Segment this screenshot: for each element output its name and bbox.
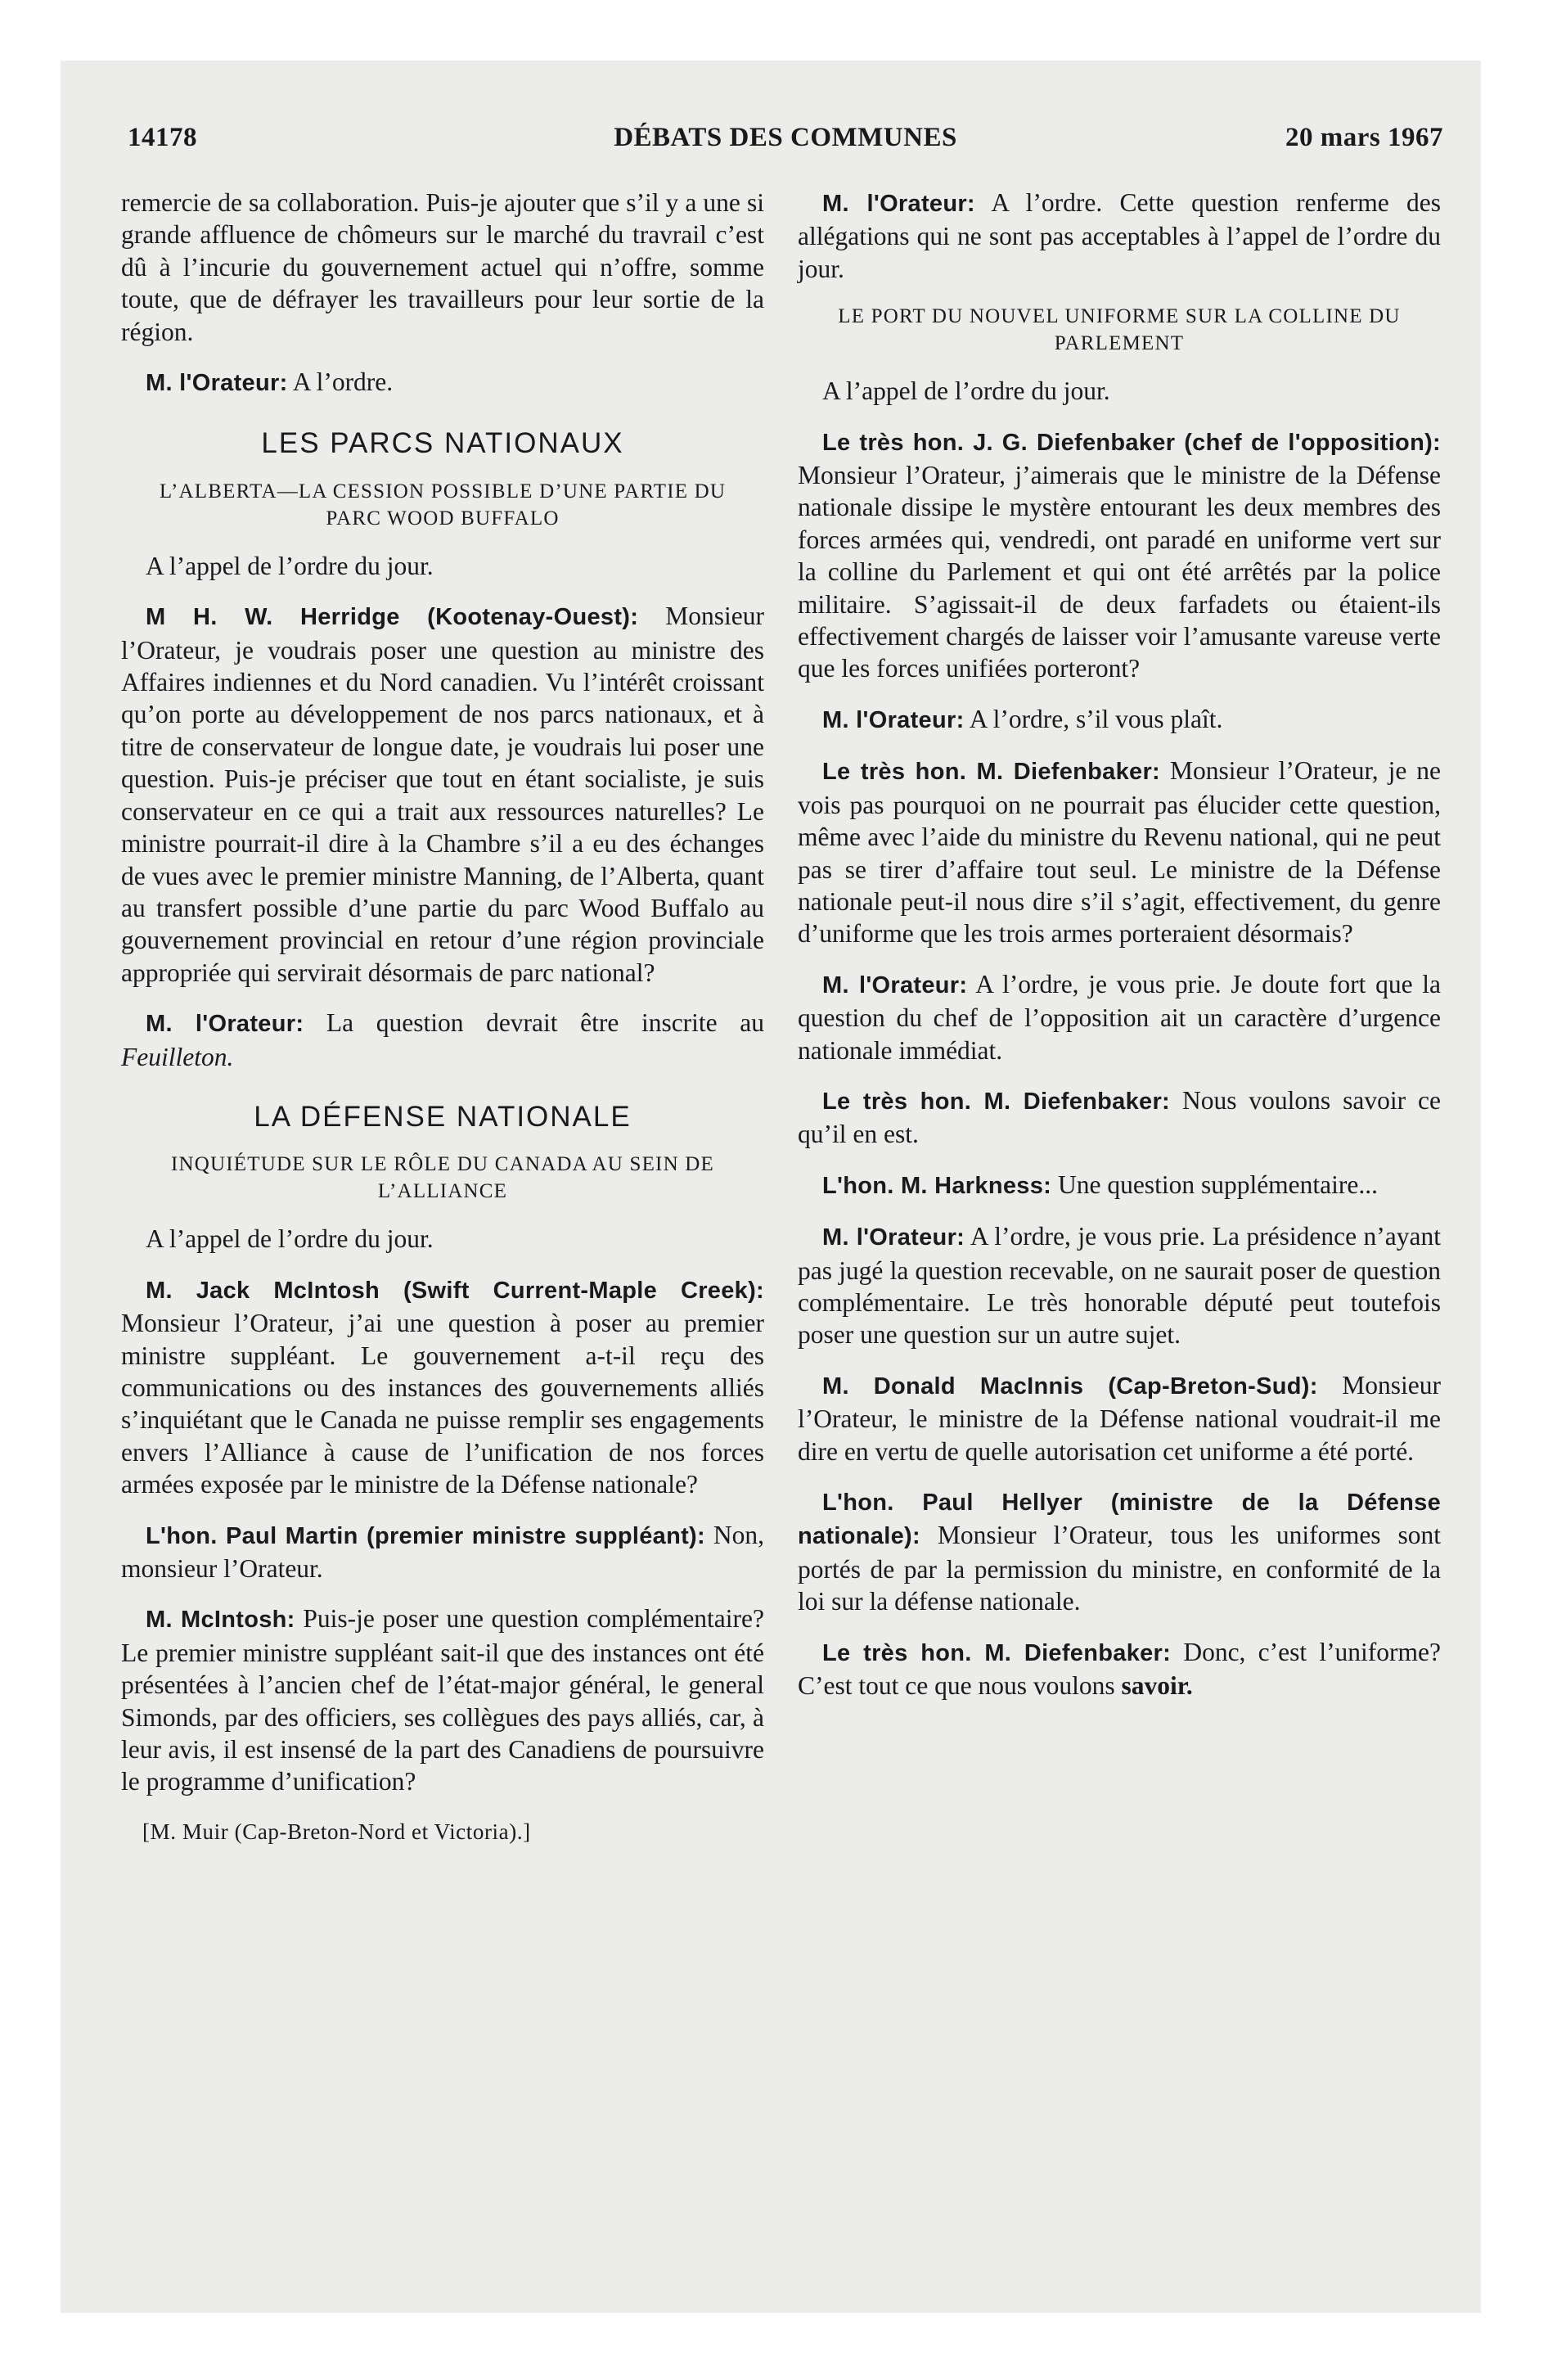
speaker-footnote: [M. Muir (Cap-Breton-Nord et Victoria).] xyxy=(142,1819,531,1844)
paragraph xyxy=(798,426,1441,685)
section-subheading: L’ALBERTA—LA CESSION POSSIBLE D’UNE PARTIE DU PARC WOOD BUFFALO xyxy=(159,480,727,530)
speaker-name: M. Jack McIntosh (Swift Current-Maple Creek): xyxy=(146,1277,764,1304)
publication-title: DÉBATS DES COMMUNES xyxy=(614,123,957,152)
speaker-name: M. l'Orateur: xyxy=(822,191,975,217)
paragraph xyxy=(121,600,764,989)
speaker-name: L'hon. Paul Hellyer (ministre de la Défense nationale): xyxy=(798,1490,1441,1550)
paragraph xyxy=(121,1602,764,1797)
italic-title: Feuilleton. xyxy=(121,1042,234,1071)
left-column xyxy=(121,187,764,1848)
paragraph xyxy=(798,968,1441,1066)
speaker-name: L'hon. M. Harkness: xyxy=(822,1172,1052,1199)
speech-text: Monsieur l’Orateur, j’ai une question à poser au premier ministre suppléant. Le gouvernement a-t-il reçu des communications ou des instances des gouvernements alliés s’inquiétant que le Canada ne puisse remplir ses engagements envers l’Alliance à cause de l’unification de nos forces armées exposée par le ministre de la Défense nationale? xyxy=(121,1309,764,1499)
speaker-name: Le très hon. M. Diefenbaker: xyxy=(822,1639,1172,1666)
paragraph xyxy=(798,187,1441,285)
paragraph xyxy=(798,1084,1441,1151)
paragraph xyxy=(798,1220,1441,1351)
speaker-name: M. Donald MacInnis (Cap-Breton-Sud): xyxy=(822,1373,1318,1400)
speech-text: Monsieur l’Orateur, je ne vois pas pourquoi on ne pourrait pas élucider cette question, même avec l’aide du ministre du Revenu national, qui ne peut pas se tirer d’affaire tout seul. Le ministre de la Défense nationale peut-il nous dire s’il s’agit, effectivement, du genre d’uniforme que les trois armes porteraient désormais? xyxy=(798,756,1441,949)
speech-text: A l’ordre, je vous prie. La présidence n’ayant pas jugé la question recevable, on ne saurait poser de question complémentaire. Le très honorable député peut toutefois poser une question sur un autre sujet. xyxy=(798,1222,1442,1350)
paragraph: remercie de sa collaboration. Puis-je ajouter que s’il y a une si grande affluence de chômeurs sur le marché du travrail c’est dû à l’incurie du gouvernement actuel qui n’offre, somme toute, que de défrayer les travailleurs pour leur sortie de la région. xyxy=(121,188,764,346)
paragraph xyxy=(798,1369,1441,1467)
speaker-name: M. l'Orateur: xyxy=(822,971,968,998)
paragraph: A l’appel de l’ordre du jour. xyxy=(822,376,1110,406)
issue-date: 20 mars 1967 xyxy=(1285,123,1443,152)
paragraph xyxy=(798,1169,1441,1202)
paragraph xyxy=(798,755,1441,949)
speech-text: Donc, c’est l’uniforme? C’est tout ce que nous voulons xyxy=(798,1637,1442,1701)
speaker-name: Le très hon. M. Diefenbaker: xyxy=(822,1088,1171,1115)
section-heading: LA DÉFENSE NATIONALE xyxy=(254,1100,632,1133)
speech-text: Monsieur l’Orateur, tous les uniformes sont portés de par la permission du ministre, en conformité de la loi sur la défense nationale. xyxy=(798,1521,1442,1616)
section-subheading: LE PORT DU NOUVEL UNIFORME SUR LA COLLINE DU PARLEMENT xyxy=(838,305,1401,355)
speaker-name: Le très hon. M. Diefenbaker: xyxy=(822,759,1160,786)
section-heading: LES PARCS NATIONAUX xyxy=(261,427,624,460)
speaker-name: M H. W. Herridge (Kootenay-Ouest): xyxy=(146,604,639,631)
speech-text: Nous voulons savoir ce qu’il en est. xyxy=(798,1085,1441,1149)
paragraph xyxy=(121,1007,764,1073)
paragraph xyxy=(798,1636,1441,1702)
paragraph xyxy=(121,366,764,399)
speaker-name: M. l'Orateur: xyxy=(146,1011,304,1038)
speech-text: Monsieur l’Orateur, j’aimerais que le ministre de la Défense nationale dissipe le mystère entourant les deux membres des forces armées qui, vendredi, ont paradé en uniforme vert sur la colline du Parlement et qui ont été arrêtés par la police militaire. S’agissait-il de deux farfadets ou étaient-ils effectivement chargés de laisser voir l’amusante vareuse verte que les forces unifiées porteront? xyxy=(798,461,1441,683)
speech-text: Monsieur l’Orateur, le ministre de la Défense national voudrait-il me dire en vertu de quelle autorisation cet uniforme a été porté. xyxy=(798,1370,1441,1466)
speech-text: A l’ordre, je vous prie. Je doute fort que la question du chef de l’opposition ait un caractère d’urgence nationale immédiat. xyxy=(798,969,1441,1065)
speech-text: Non, monsieur l’Orateur. xyxy=(121,1520,765,1583)
speech-text: Monsieur l’Orateur, je voudrais poser une question au ministre des Affaires indiennes et du Nord canadien. Vu l’intérêt croissant qu’on porte au développement de nos parcs nationaux, et à titre de conservateur de longue date, je voudrais lui poser une question. Puis-je préciser que tout en étant socialiste, je suis conservateur en ce qui a trait aux ressources naturelles? Le ministre pourrait-il dire à la Chambre s’il a eu des échanges de vues avec le premier ministre Manning, de l’Alberta, quant au transfert possible d’une partie du parc Wood Buffalo au gouvernement provincial en retour d’une région provinciale appropriée qui servirait désormais de parc national? xyxy=(121,602,764,987)
running-header xyxy=(128,123,1443,165)
speech-text: Une question supplémentaire... xyxy=(1057,1170,1378,1199)
paragraph xyxy=(121,1519,764,1585)
speech-text: A l’ordre. Cette question renferme des allégations qui ne sont pas acceptables à l’appel de l’ordre du jour. xyxy=(798,188,1442,283)
paragraph xyxy=(798,703,1441,737)
right-column xyxy=(798,187,1441,1720)
paragraph: A l’appel de l’ordre du jour. xyxy=(146,1224,434,1254)
speech-text: A l’ordre. xyxy=(292,367,394,397)
speech-text: La question devrait être inscrite au xyxy=(326,1008,764,1038)
section-subheading: INQUIÉTUDE SUR LE RÔLE DU CANADA AU SEIN DE L’ALLIANCE xyxy=(170,1153,715,1203)
speaker-name: Le très hon. J. G. Diefenbaker (chef de l'opposition): xyxy=(822,429,1441,456)
page-number: 14178 xyxy=(128,123,197,152)
speech-text: A l’ordre, s’il vous plaît. xyxy=(969,704,1223,733)
speaker-name: M. l'Orateur: xyxy=(822,706,965,733)
speaker-name: M. l'Orateur: xyxy=(146,370,288,397)
paragraph xyxy=(121,1273,764,1501)
paragraph: A l’appel de l’ordre du jour. xyxy=(146,551,434,580)
speaker-name: M. McIntosh: xyxy=(146,1607,295,1634)
speaker-name: M. l'Orateur: xyxy=(822,1224,965,1251)
paragraph xyxy=(798,1485,1441,1618)
speech-text: Puis-je poser une question complémentaire? Le premier ministre suppléant sait-il que des instances ont été présentées à l’ancien chef de l’état-major général, le general Simonds, par des officiers, ses collègues des pays alliés, car, à leur avis, il est insensé de la part des Canadiens de poursuivre le programme d’unification? xyxy=(121,1604,764,1796)
speaker-name: L'hon. Paul Martin (premier ministre suppléant): xyxy=(146,1522,705,1549)
emphasized-word: savoir. xyxy=(1121,1671,1193,1701)
